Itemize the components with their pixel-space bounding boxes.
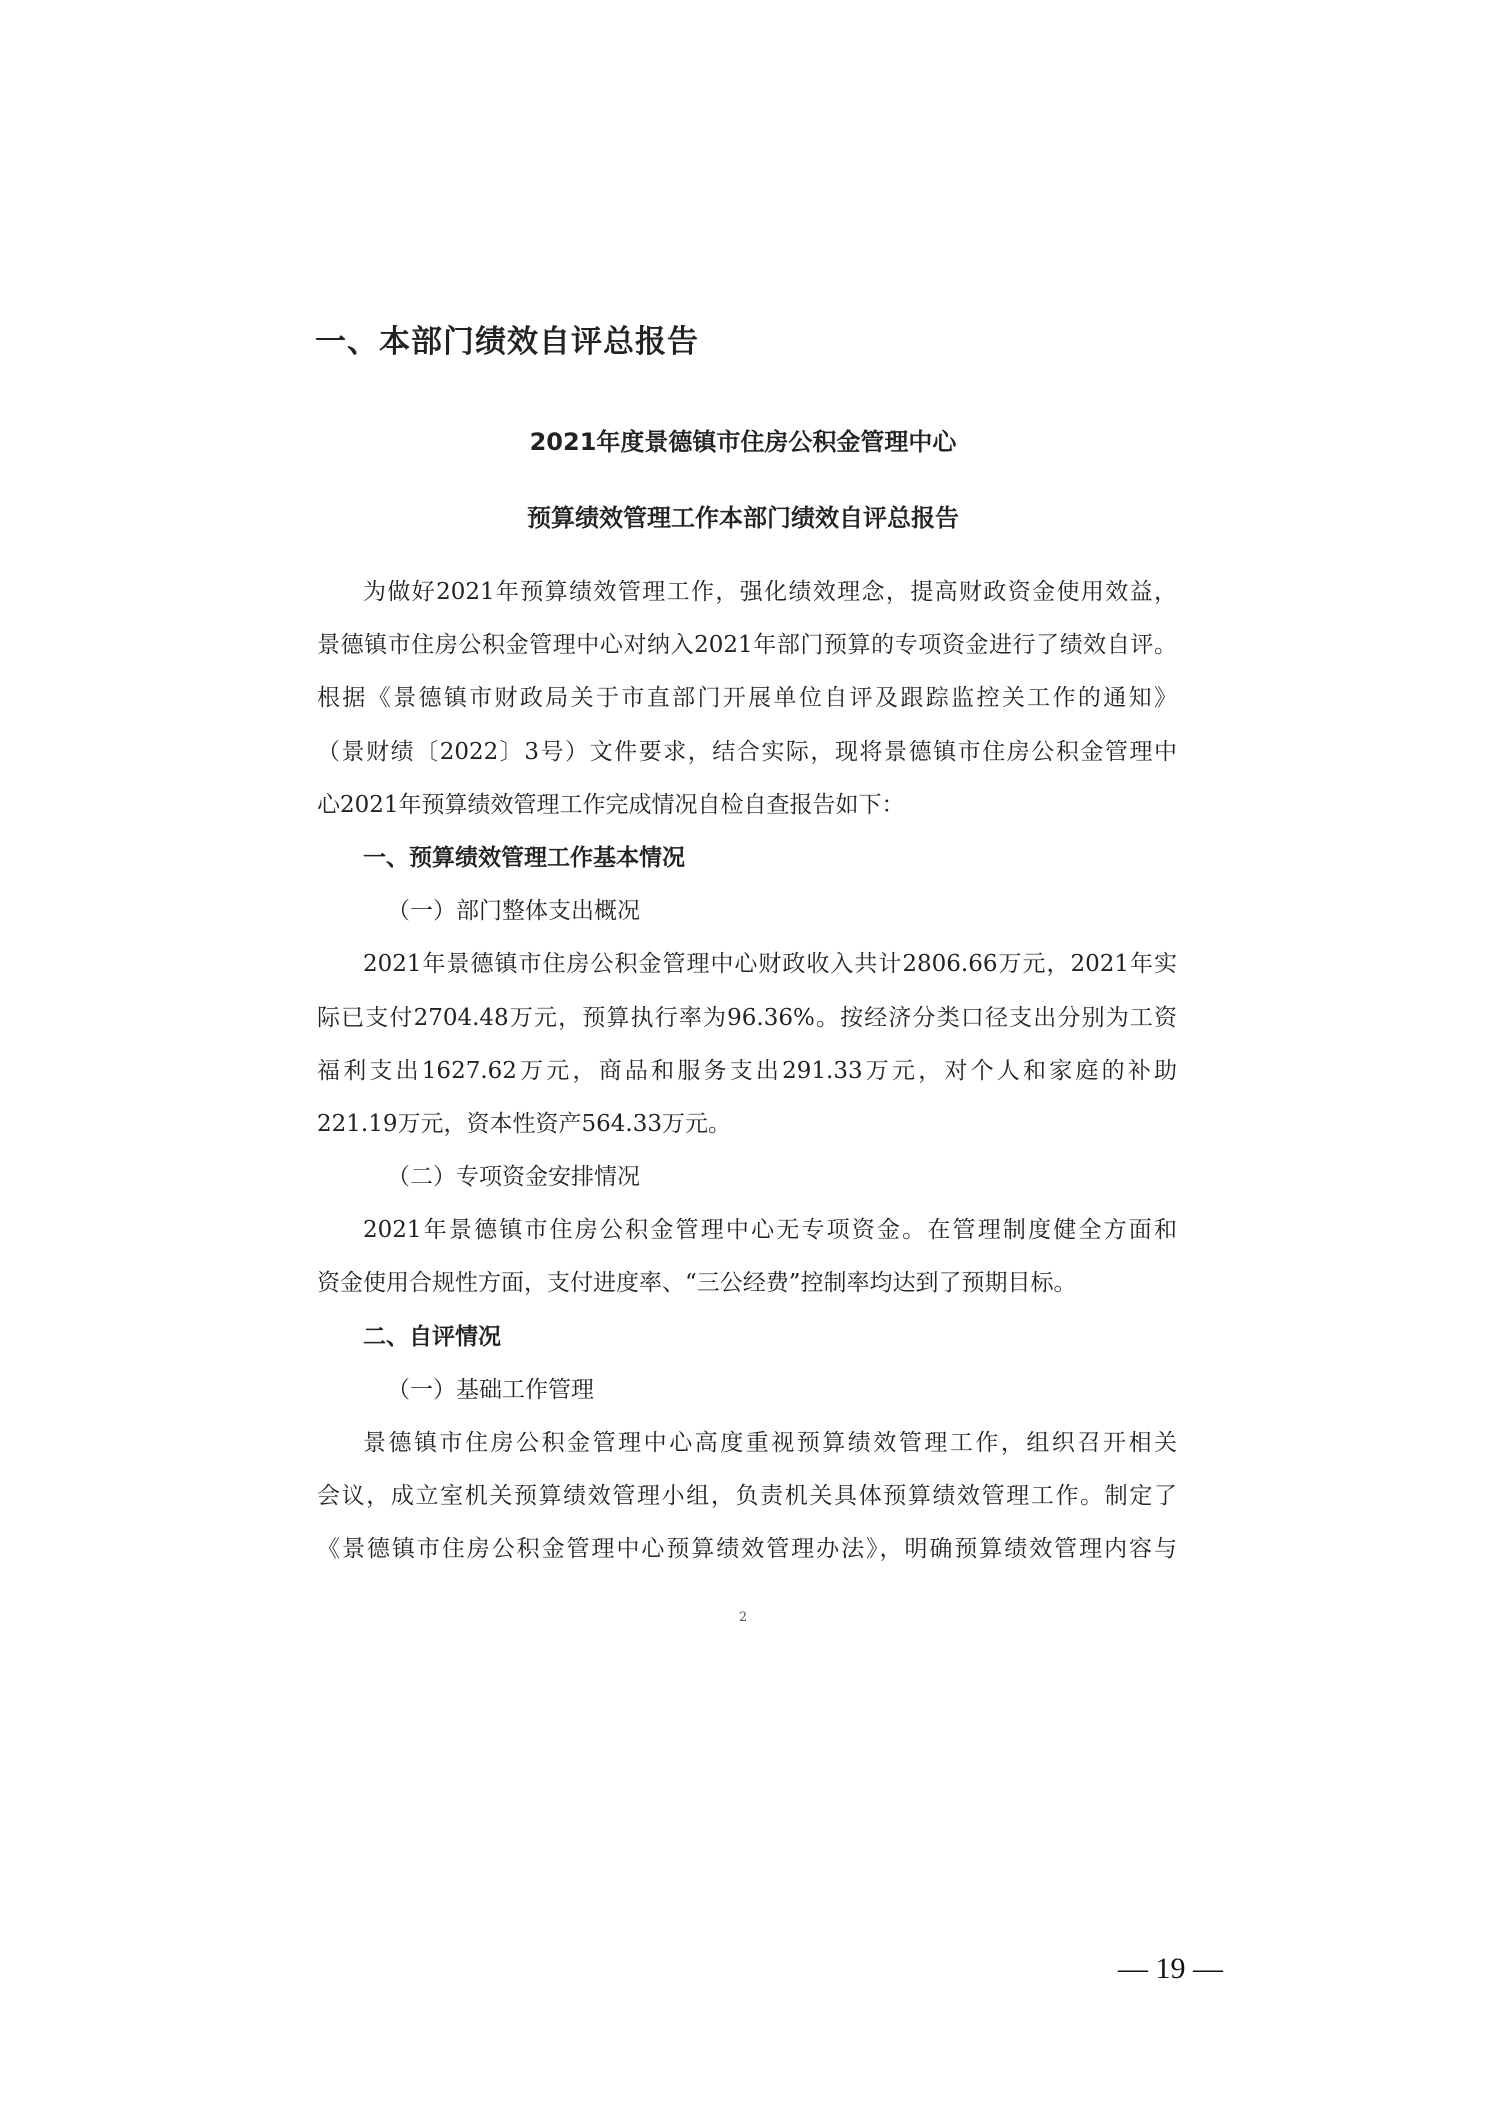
- subheading: （一）部门整体支出概况: [387, 898, 640, 925]
- paragraph-line: （景财绩〔2022〕3号）文件要求，结合实际，现将景德镇市住房公积金管理中: [317, 738, 1177, 765]
- paragraph-line: 景德镇市住房公积金管理中心对纳入2021年部门预算的专项资金进行了绩效自评。: [317, 632, 1177, 659]
- paragraph-line: 福利支出1627.62万元，商品和服务支出291.33万元，对个人和家庭的补助: [317, 1057, 1177, 1084]
- report-title-line2: 预算绩效管理工作本部门绩效自评总报告: [527, 504, 959, 532]
- subheading: 二、自评情况: [363, 1323, 501, 1350]
- paragraph-line: 为做好2021年预算绩效管理工作，强化绩效理念，提高财政资金使用效益，: [363, 579, 1177, 605]
- page-number: — 19 —: [1118, 1952, 1223, 1985]
- paragraph-line: 心2021年预算绩效管理工作完成情况自检自查报告如下：: [317, 791, 905, 818]
- paragraph-line: 根据《景德镇市财政局关于市直部门开展单位自评及跟踪监控关工作的通知》: [317, 685, 1177, 712]
- subheading: （一）基础工作管理: [387, 1376, 594, 1403]
- report-title-line1: 2021年度景德镇市住房公积金管理中心: [529, 428, 957, 456]
- paragraph-line: 景德镇市住房公积金管理中心高度重视预算绩效管理工作，组织召开相关: [363, 1430, 1177, 1456]
- subheading: （二）专项资金安排情况: [387, 1164, 640, 1191]
- section-heading: 一、本部门绩效自评总报告: [315, 324, 699, 360]
- paragraph-line: 2021年景德镇市住房公积金管理中心无专项资金。在管理制度健全方面和: [363, 1217, 1177, 1244]
- paragraph-line: 221.19万元，资本性资产564.33万元。: [317, 1110, 731, 1137]
- report-body: [317, 572, 1177, 1583]
- inner-page-number: 2: [738, 1610, 748, 1625]
- subheading: 一、预算绩效管理工作基本情况: [363, 844, 685, 871]
- paragraph-line: 会议，成立室机关预算绩效管理小组，负责机关具体预算绩效管理工作。制定了: [317, 1483, 1177, 1510]
- paragraph-line: 《景德镇市住房公积金管理中心预算绩效管理办法》，明确预算绩效管理内容与: [317, 1536, 1177, 1563]
- paragraph-line: 2021年景德镇市住房公积金管理中心财政收入共计2806.66万元，2021年实: [363, 951, 1177, 978]
- paragraph-line: 际已支付2704.48万元，预算执行率为96.36%。按经济分类口径支出分别为工资: [317, 1004, 1177, 1031]
- paragraph-line: 资金使用合规性方面，支付进度率、“三公经费”控制率均达到了预期目标。: [317, 1270, 1077, 1297]
